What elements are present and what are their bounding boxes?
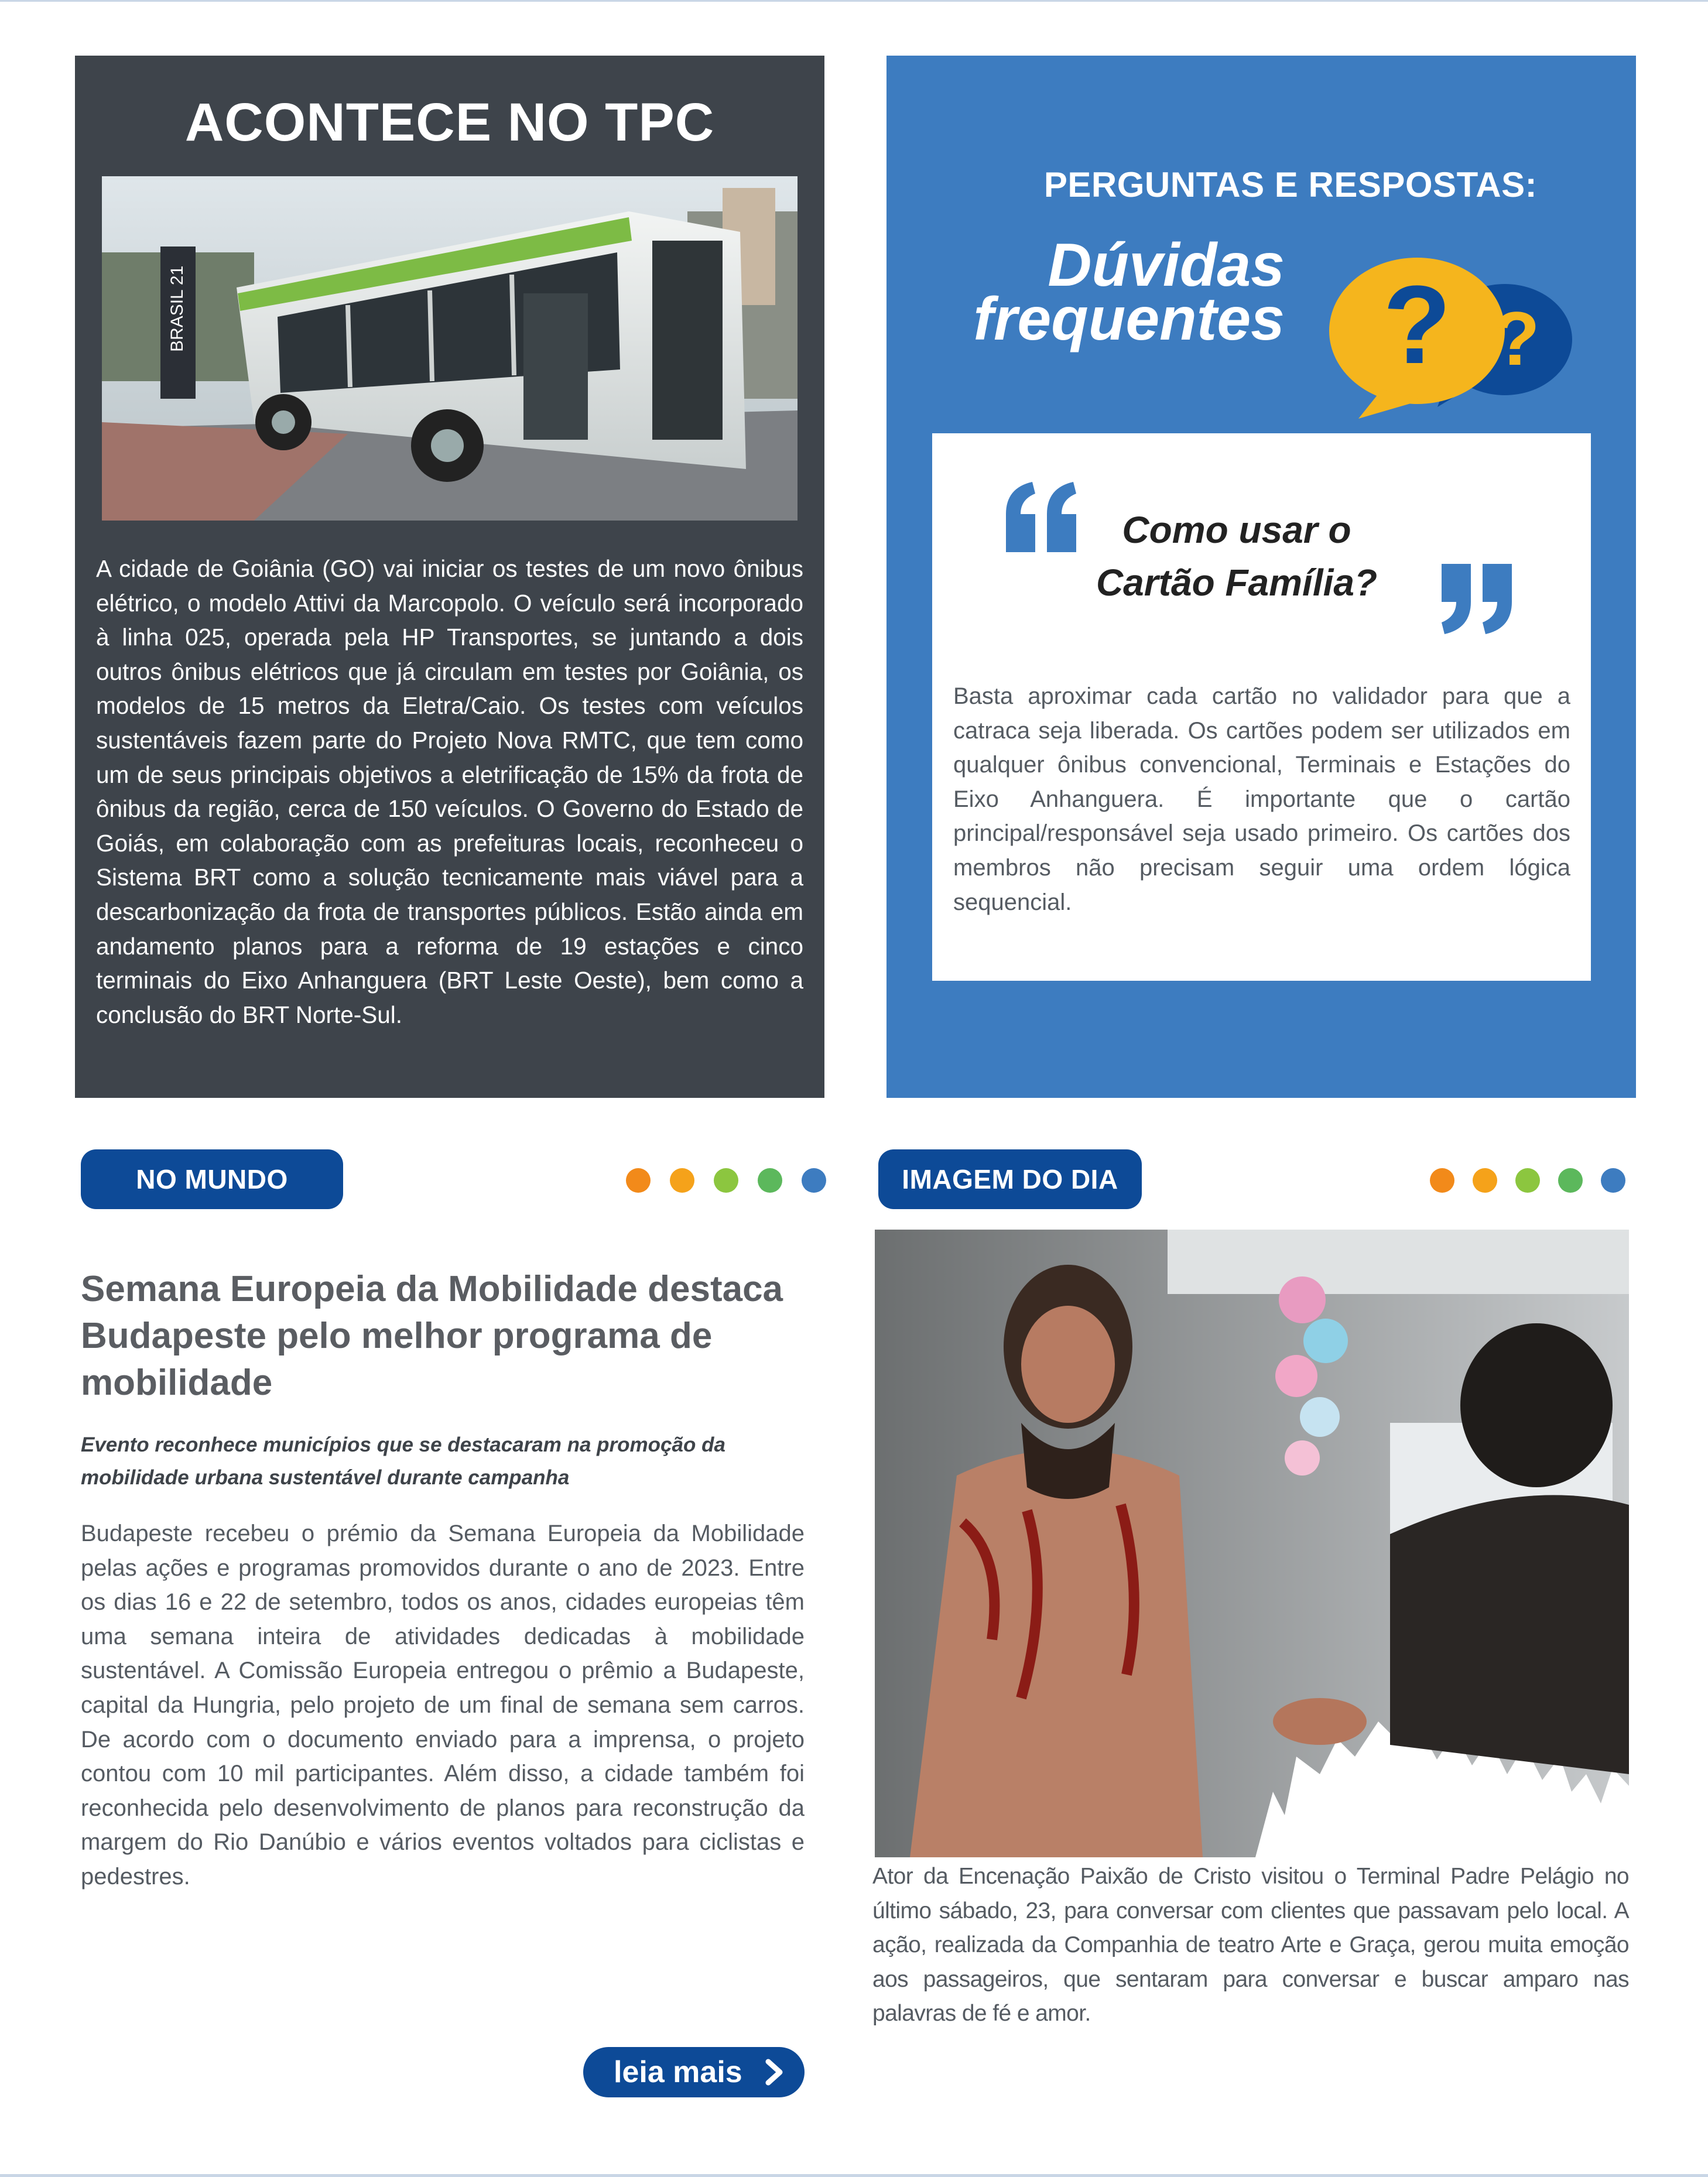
passion-play-illustration	[875, 1230, 1629, 1857]
imagem-do-dia-dots	[1430, 1168, 1630, 1193]
faq-quote-card	[932, 433, 1591, 981]
dot-orange	[626, 1168, 651, 1193]
dot-green	[1558, 1168, 1583, 1193]
day-photo	[875, 1230, 1629, 1857]
faq-title	[886, 231, 1285, 353]
read-more-label: leia mais	[614, 2055, 742, 2089]
acontece-body: A cidade de Goiânia (GO) vai iniciar os testes de um novo ônibus elétrico, o modelo Attivi da Marcopolo. O veículo será incorporado à linha 025, operada pela HP Transportes, se juntando a dois outros ônibus elétricos que já circulam em testes por Goiânia, os modelos de 15 metros da Eletra/Caio. Os testes com veículos sustentáveis fazem parte do Projeto Nova RMTC, que tem como um de seus principais objetivos a eletrificação de 15% da frota de ônibus da região, cerca de 150 veículos. O Governo do Estado de Goiás, em colaboração com as prefeituras locais, reconheceu o Sistema BRT como a solução tecnicamente mais viável para a descarbonização da frota de transportes públicos. Estão ainda em andamento planos para a reforma de 19 estações e cinco terminais do Eixo Anhanguera (BRT Leste Oeste), bem como a conclusão do BRT Norte-Sul.	[96, 555, 803, 1028]
chevron-right-icon	[762, 2059, 786, 2086]
dot-orange	[1430, 1168, 1454, 1193]
no-mundo-tag: NO MUNDO	[81, 1149, 343, 1209]
top-rule	[0, 0, 1708, 2]
acontece-title: ACONTECE NO TPC	[184, 93, 715, 152]
dot-blue	[802, 1168, 826, 1193]
faq-question: Como usar o Cartão Família?	[1096, 509, 1378, 604]
dot-amber	[670, 1168, 694, 1193]
faq-title-line2: frequentes	[973, 285, 1285, 353]
dot-lime	[1515, 1168, 1540, 1193]
close-quote-icon	[1436, 561, 1518, 637]
bottom-rule	[0, 2174, 1708, 2177]
svg-text:?: ?	[1382, 263, 1452, 387]
bus-photo	[102, 176, 797, 521]
acontece-panel	[75, 56, 824, 1098]
dot-amber	[1473, 1168, 1497, 1193]
question-bubbles-icon	[1306, 214, 1575, 425]
faq-answer: Basta aproximar cada cartão no validador para que a catraca seja liberada. Os cartões podem ser utilizados em qualquer ônibus convencional, Terminais e Estações do Eixo Anhanguera. É importante que o cartão principal/responsável seja usado primeiro. Os cartões dos membros não precisam seguir uma ordem lógica sequencial.	[953, 683, 1570, 915]
bus-sign-text: BRASIL 21	[167, 265, 187, 352]
dot-blue	[1601, 1168, 1625, 1193]
open-quote-icon	[1000, 479, 1082, 555]
news-headline: Semana Europeia da Mobilidade destaca Budapeste pelo melhor programa de mobilidade	[81, 1269, 783, 1403]
dot-green	[758, 1168, 782, 1193]
faq-title-line1: Dúvidas	[1048, 231, 1285, 299]
svg-text:?: ?	[1493, 296, 1540, 381]
faq-kicker: PERGUNTAS E RESPOSTAS:	[1043, 165, 1538, 204]
no-mundo-dots	[626, 1168, 826, 1193]
dot-lime	[714, 1168, 738, 1193]
day-caption: Ator da Encenação Paixão de Cristo visitou o Terminal Padre Pelágio no último sábado, 23, para conversar com clientes que passavam pelo local. A ação, realizada da Companhia de teatro Arte e Graça, gerou muita emoção aos passageiros, que sentaram para conversar e buscar amparo nas palavras de fé e amor.	[872, 1864, 1629, 2027]
read-more-button[interactable]	[583, 2047, 805, 2097]
faq-panel	[886, 56, 1636, 1098]
imagem-do-dia-tag: IMAGEM DO DIA	[878, 1149, 1142, 1209]
news-subhead: Evento reconhece municípios que se destacaram na promoção da mobilidade urbana sustentável durante campanha	[81, 1433, 725, 1489]
news-body: Budapeste recebeu o prémio da Semana Europeia da Mobilidade pelas ações e programas promovidos durante o ano de 2023. Entre os dias 16 e 22 de setembro, todos os anos, cidades europeias têm uma semana inteira de atividades dedicadas à mobilidade sustentável. A Comissão Europeia entregou o prêmio a Budapeste, capital da Hungria, pelo projeto de um final de semana sem carros. De acordo com o documento enviado para a imprensa, o projeto contou com 10 mil participantes. Além disso, a cidade também foi reconhecida pelo desenvolvimento de planos para reconstrução da margem do Rio Danúbio e vários eventos voltados para ciclistas e pedestres.	[81, 1521, 805, 1890]
bus-illustration	[102, 176, 797, 521]
